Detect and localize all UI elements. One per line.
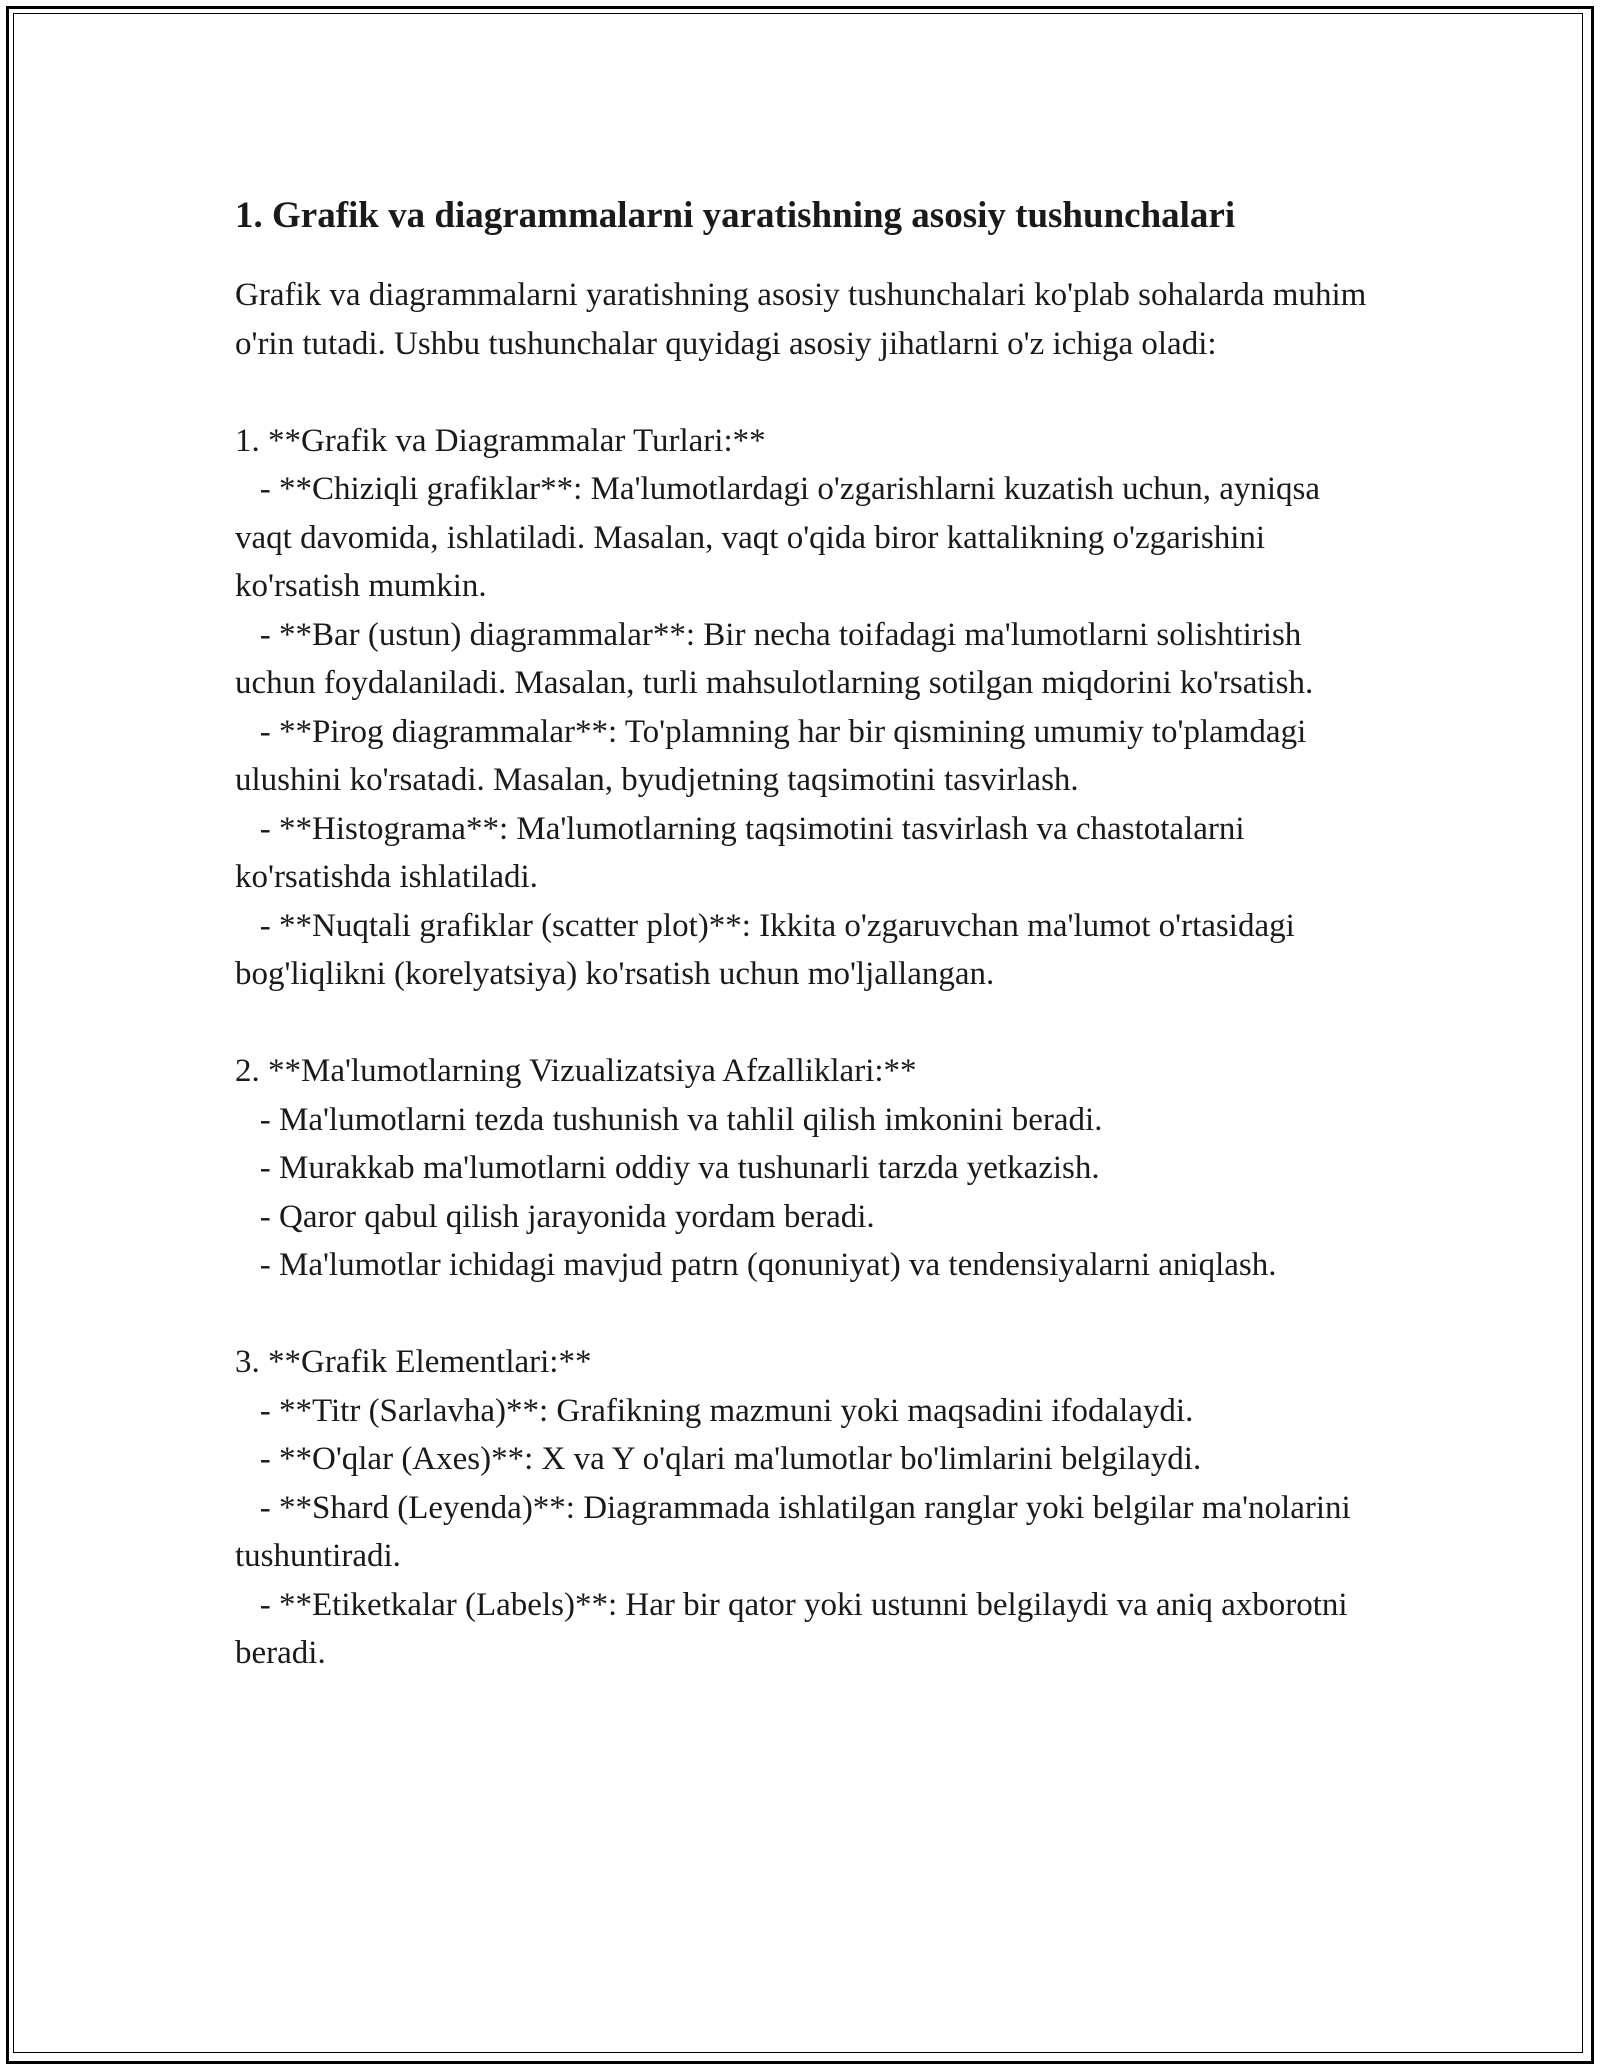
section-elements (235, 1338, 1375, 1678)
list-item: - **Pirog diagrammalar**: To'plamning har bir qismining umumiy to'plamdagi ulushini ko'rsatadi. Masalan, byudjetning taqsimotini tasvirlash. (235, 713, 1315, 798)
paragraph-gap (235, 1290, 1375, 1339)
section-advantages (235, 1047, 1375, 1290)
list-item: - Qaror qabul qilish jarayonida yordam beradi. (235, 1198, 875, 1235)
section-heading: 1. **Grafik va Diagrammalar Turlari:** (235, 422, 766, 459)
list-item: - **Etiketkalar (Labels)**: Har bir qator yoki ustunni belgilaydi va aniq axborotni beradi. (235, 1586, 1356, 1671)
paragraph-gap (235, 368, 1375, 417)
list-item: - **Shard (Leyenda)**: Diagrammada ishlatilgan ranglar yoki belgilar ma'nolarini tushuntiradi. (235, 1489, 1359, 1574)
document-body (235, 271, 1375, 1678)
document-content (235, 188, 1375, 1678)
list-item: - **Chiziqli grafiklar**: Ma'lumotlardagi o'zgarishlarni kuzatish uchun, ayniqsa vaqt davomida, ishlatiladi. Masalan, vaqt o'qida biror kattalikning o'zgarishini ko'rsatish mumkin. (235, 471, 1329, 604)
list-item: - **Nuqtali grafiklar (scatter plot)**: Ikkita o'zgaruvchan ma'lumot o'rtasidagi bog'liqlikni (korelyatsiya) ko'rsatish uchun mo'ljallangan. (235, 907, 1304, 992)
list-item: - Ma'lumotlar ichidagi mavjud patrn (qonuniyat) va tendensiyalarni aniqlash. (235, 1247, 1277, 1283)
list-item: - **Titr (Sarlavha)**: Grafikning mazmuni yoki maqsadini ifodalaydi. (235, 1392, 1194, 1429)
document-title: 1. Grafik va diagrammalarni yaratishning asosiy tushunchalari (235, 195, 1236, 236)
list-item: - **Bar (ustun) diagrammalar**: Bir necha toifadagi ma'lumotlarni solishtirish uchun foydalaniladi. Masalan, turli mahsulotlarning sotilgan miqdorini ko'rsatish. (235, 616, 1314, 701)
list-item: - **O'qlar (Axes)**: X va Y o'qlari ma'lumotlar bo'limlarini belgilaydi. (235, 1441, 1202, 1477)
intro-paragraph: Grafik va diagrammalarni yaratishning asosiy tushunchalari ko'plab sohalarda muhim o'rin tutadi. Ushbu tushunchalar quyidagi asosiy jihatlarni o'z ichiga oladi: (235, 277, 1367, 362)
list-item: - Ma'lumotlarni tezda tushunish va tahlil qilish imkonini beradi. (235, 1101, 1103, 1138)
section-heading: 3. **Grafik Elementlari:** (235, 1344, 592, 1380)
list-item: - **Histograma**: Ma'lumotlarning taqsimotini tasvirlash va chastotalarni ko'rsatishda ishlatiladi. (235, 810, 1253, 895)
paragraph-gap (235, 999, 1375, 1048)
section-heading: 2. **Ma'lumotlarning Vizualizatsiya Afzalliklari:** (235, 1053, 917, 1089)
list-item: - Murakkab ma'lumotlarni oddiy va tushunarli tarzda yetkazish. (235, 1150, 1100, 1186)
section-types (235, 417, 1375, 999)
